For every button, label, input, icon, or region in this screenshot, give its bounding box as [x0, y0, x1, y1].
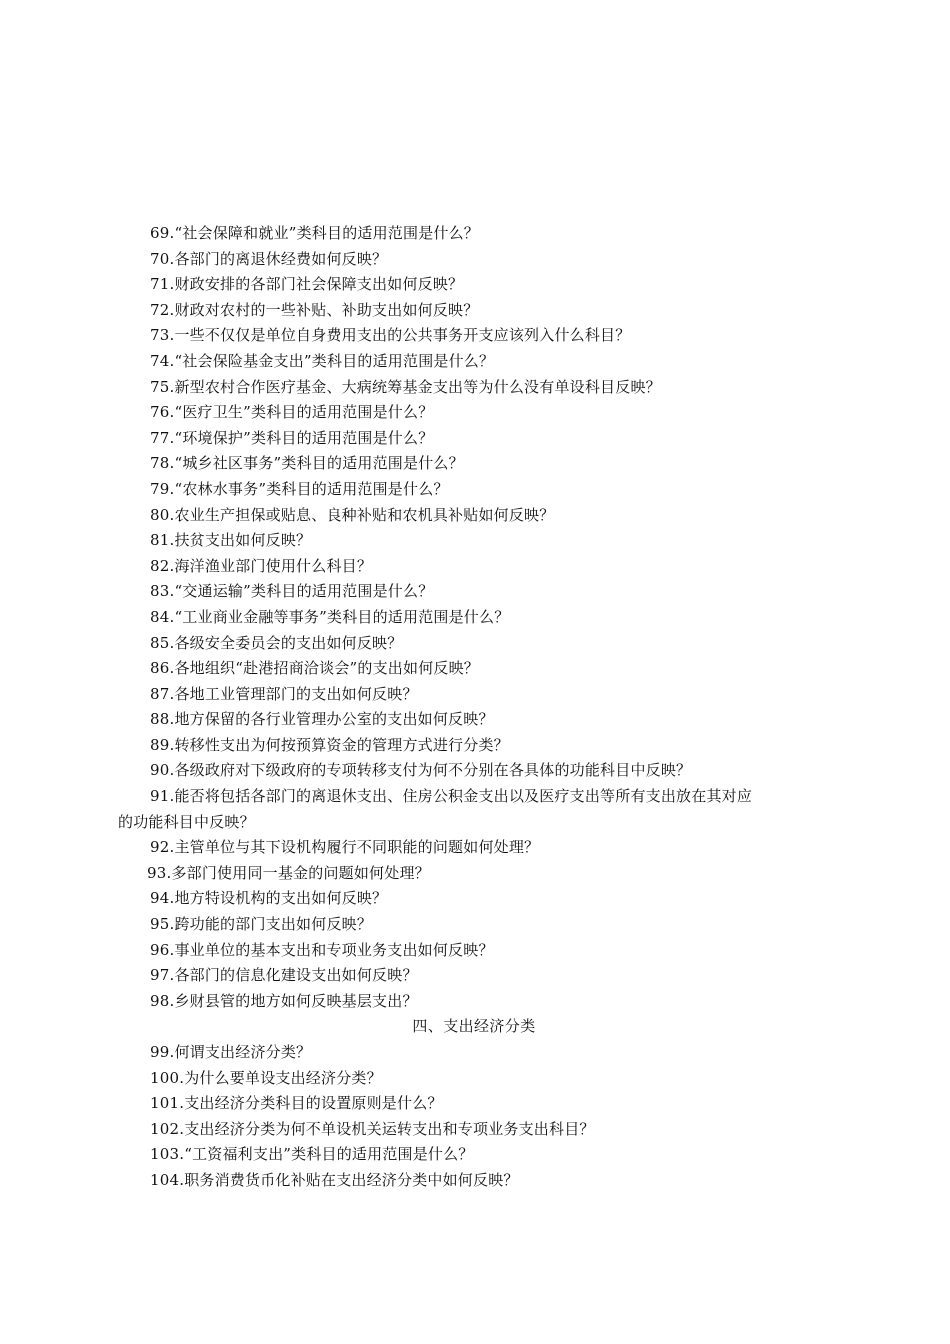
question-73: 73.一些不仅仅是单位自身费用支出的公共事务开支应该列入什么科目？	[150, 326, 631, 345]
question-75: 75.新型农村合作医疗基金、大病统筹基金支出等为什么没有单设科目反映？	[150, 377, 661, 396]
question-101: 101.支出经济分类科目的设置原则是什么？	[150, 1094, 443, 1113]
question-87: 87.各地工业管理部门的支出如何反映？	[150, 684, 418, 703]
question-77: 77.“环境保护”类科目的适用范围是什么？	[150, 428, 434, 447]
question-100: 100.为什么要单设支出经济分类？	[150, 1068, 382, 1087]
question-90: 90.各级政府对下级政府的专项转移支付为何不分别在各具体的功能科目中反映？	[150, 761, 692, 780]
question-94: 94.地方特设机构的支出如何反映？	[150, 889, 388, 908]
question-69: 69.“社会保障和就业”类科目的适用范围是什么？	[150, 224, 479, 242]
question-85: 85.各级安全委员会的支出如何反映？	[150, 633, 403, 652]
question-81: 81.扶贫支出如何反映？	[150, 531, 312, 550]
question-92: 92.主管单位与其下设机构履行不同职能的问题如何处理？	[150, 838, 540, 857]
section-heading: 四、支出经济分类	[412, 1017, 536, 1036]
question-91-line-2: 的功能科目中反映？	[118, 812, 255, 831]
question-89: 89.转移性支出为何按预算资金的管理方式进行分类？	[150, 735, 509, 754]
question-80: 80.农业生产担保或贴息、良种补贴和农机具补贴如何反映？	[150, 505, 555, 524]
question-86: 86.各地组织“赴港招商洽谈会”的支出如何反映？	[150, 659, 479, 678]
question-84: 84.“工业商业金融等事务”类科目的适用范围是什么？	[150, 607, 510, 626]
question-102: 102.支出经济分类为何不单设机关运转支出和专项业务支出科目？	[150, 1119, 595, 1138]
question-74: 74.“社会保险基金支出”类科目的适用范围是什么？	[150, 351, 495, 370]
question-78: 78.“城乡社区事务”类科目的适用范围是什么？	[150, 454, 464, 473]
question-72: 72.财政对农村的一些补贴、补助支出如何反映？	[150, 300, 479, 319]
question-76: 76.“医疗卫生”类科目的适用范围是什么？	[150, 403, 434, 422]
question-99: 99.何谓支出经济分类？	[150, 1043, 312, 1061]
question-93: 93.多部门使用同一基金的问题如何处理？	[147, 863, 430, 882]
question-88: 88.地方保留的各行业管理办公室的支出如何反映？	[150, 710, 494, 729]
question-96: 96.事业单位的基本支出和专项业务支出如何反映？	[150, 940, 494, 959]
question-71: 71.财政安排的各部门社会保障支出如何反映？	[150, 275, 464, 294]
question-91-line-1: 91.能否将包括各部门的离退休支出、住房公积金支出以及医疗支出等所有支出放在其对应	[150, 787, 753, 806]
question-104: 104.职务消费货币化补贴在支出经济分类中如何反映？	[150, 1170, 519, 1189]
question-79: 79.“农林水事务”类科目的适用范围是什么？	[150, 479, 449, 498]
question-83: 83.“交通运输”类科目的适用范围是什么？	[150, 582, 434, 601]
question-list	[118, 221, 830, 1194]
question-98: 98.乡财县管的地方如何反映基层支出？	[150, 991, 418, 1010]
question-103: 103.“工资福利支出”类科目的适用范围是什么？	[150, 1145, 474, 1164]
question-95: 95.跨功能的部门支出如何反映？	[150, 915, 373, 934]
question-70: 70.各部门的离退休经费如何反映？	[150, 249, 388, 268]
question-82: 82.海洋渔业部门使用什么科目？	[150, 556, 373, 575]
question-97: 97.各部门的信息化建设支出如何反映？	[150, 966, 418, 985]
